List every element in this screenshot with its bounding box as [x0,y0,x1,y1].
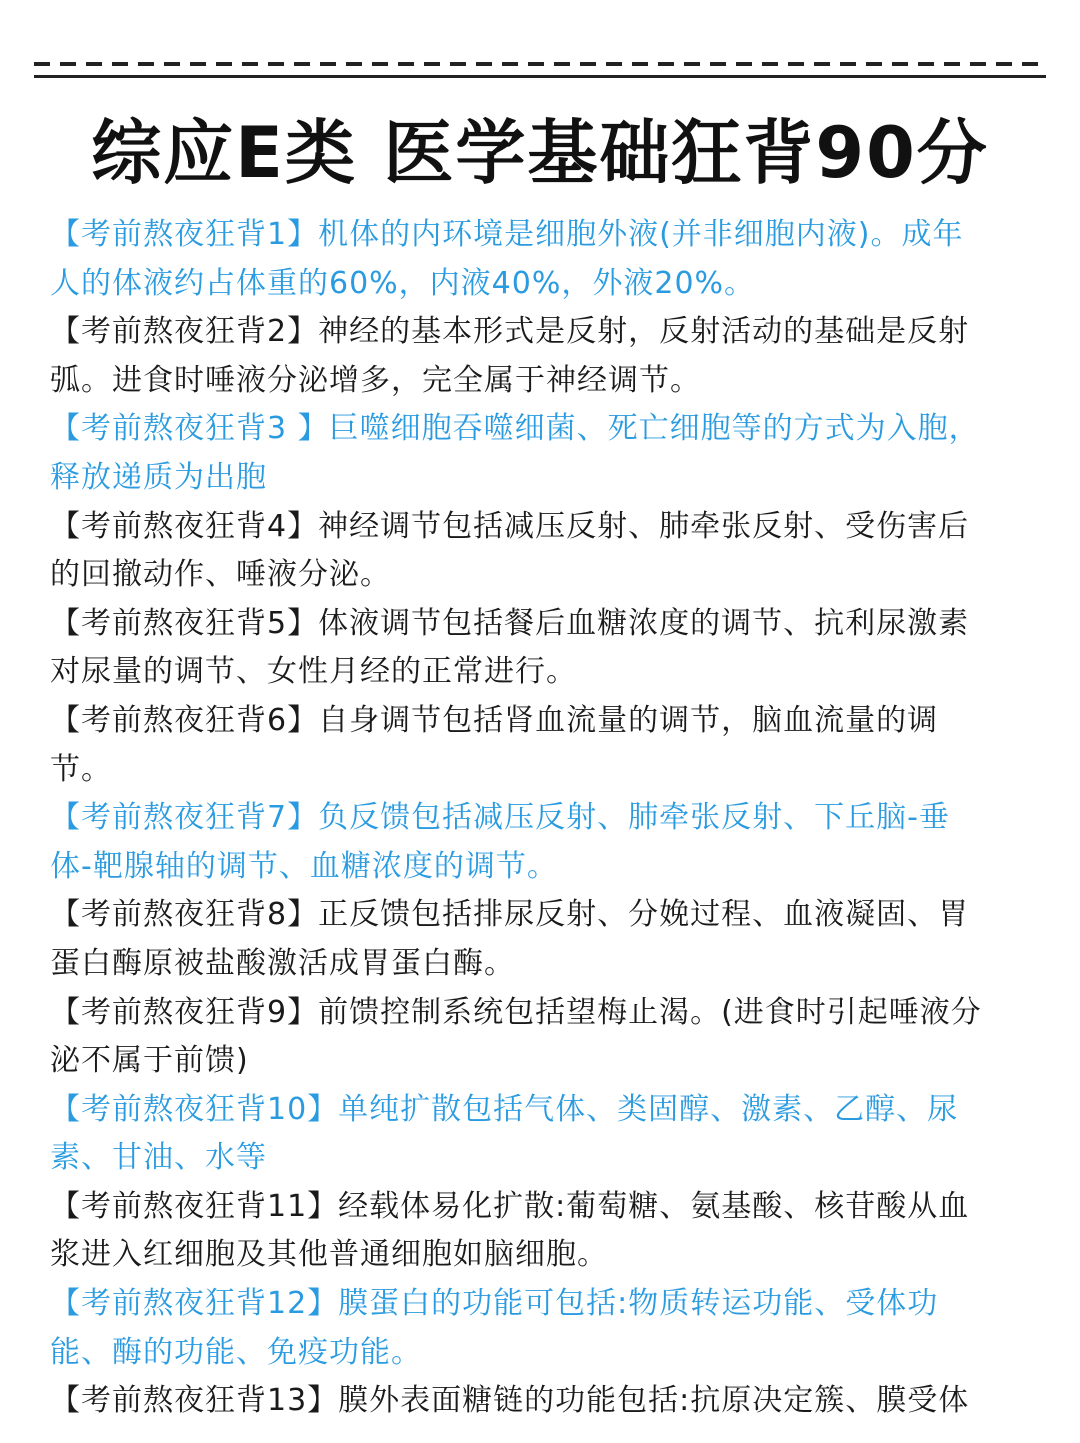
note-item-13: 【考前熬夜狂背13】膜外表面糖链的功能包括:抗原决定簇、膜受体 [50,1383,970,1419]
note-item-12: 【考前熬夜狂背12】膜蛋白的功能可包括:物质转运功能、受体功 能、酶的功能、免疫功能。 [50,1286,939,1370]
top-solid-divider [34,75,1046,78]
page-title: 综应E类 医学基础狂背90分 [91,112,989,194]
note-item-8: 【考前熬夜狂背8】正反馈包括排尿反射、分娩过程、血液凝固、胃 蛋白酶原被盐酸激活成胃蛋白酶。 [50,897,970,981]
note-item-10: 【考前熬夜狂背10】单纯扩散包括气体、类固醇、激素、乙醇、尿 素、甘油、水等 [50,1091,959,1176]
note-item-1: 【考前熬夜狂背1】机体的内环境是细胞外液(并非细胞内液)。成年 人的体液约占体重的60%，内液40%，外液20%。 [50,217,964,301]
note-item-7: 【考前熬夜狂背7】负反馈包括减压反射、肺牵张反射、下丘脑-垂 体-靶腺轴的调节、血糖浓度的调节。 [50,800,950,884]
note-item-4: 【考前熬夜狂背4】神经调节包括减压反射、肺牵张反射、受伤害后 的回撤动作、唾液分泌。 [50,508,970,593]
note-item-6: 【考前熬夜狂背6】自身调节包括肾血流量的调节，脑血流量的调 节。 [50,702,939,787]
top-dashed-divider [34,62,1046,66]
note-item-3: 【考前熬夜狂背3 】巨噬细胞吞噬细菌、死亡细胞等的方式为入胞， 释放递质为出胞 [50,411,980,495]
note-item-9: 【考前熬夜狂背9】前馈控制系统包括望梅止渴。(进食时引起唾液分 泌不属于前馈) [50,994,982,1079]
note-item-5: 【考前熬夜狂背5】体液调节包括餐后血糖浓度的调节、抗利尿激素 对尿量的调节、女性月经的正常进行。 [50,605,970,690]
notes-list [50,211,1040,1426]
note-item-11: 【考前熬夜狂背11】经载体易化扩散:葡萄糖、氨基酸、核苷酸从血 浆进入红细胞及其他普通细胞如脑细胞。 [50,1188,970,1273]
note-item-2: 【考前熬夜狂背2】神经的基本形式是反射，反射活动的基础是反射 弧。进食时唾液分泌增多，完全属于神经调节。 [50,314,970,398]
